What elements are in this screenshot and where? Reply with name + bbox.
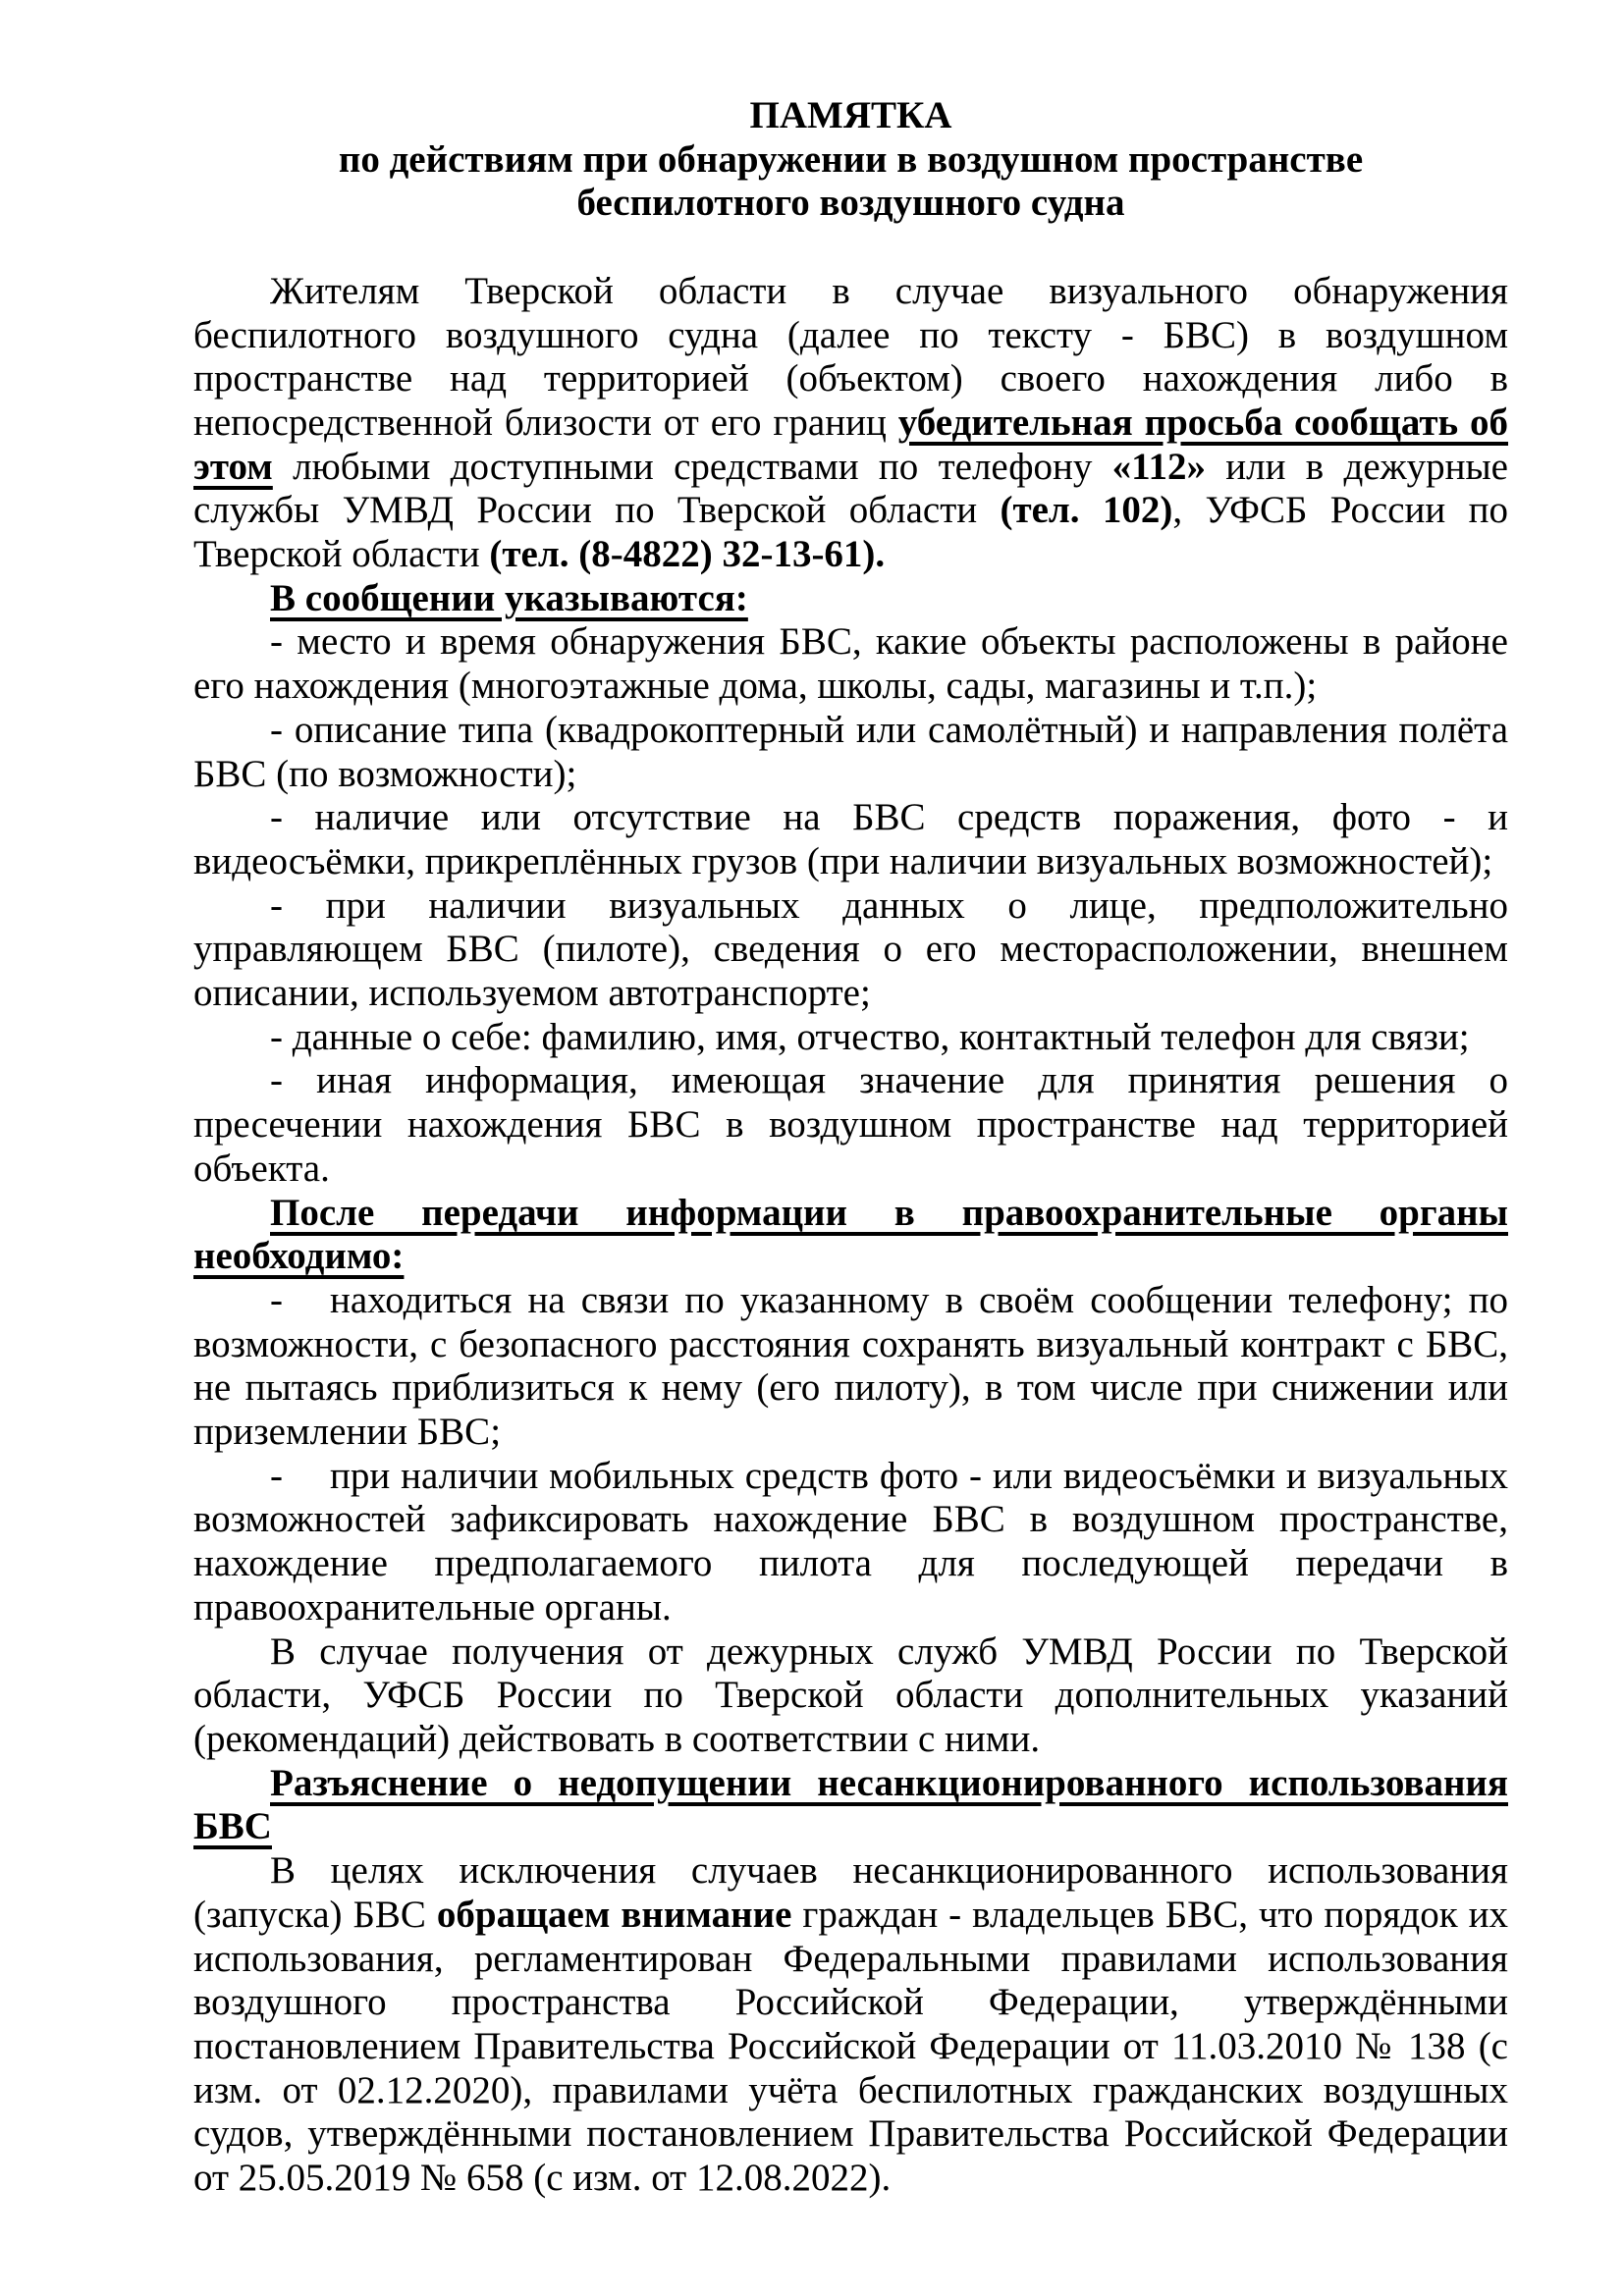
text-run: - описание типа (квадрокоптерный или самолётный) и направления полёта БВС (по возможности); bbox=[193, 708, 1508, 795]
after-report-item-record bbox=[193, 1455, 1508, 1630]
message-item-other-info bbox=[193, 1059, 1508, 1191]
heading-unauthorized-use bbox=[193, 1762, 1508, 1849]
text-run: (тел. (8-4822) 32-13-61). bbox=[489, 533, 886, 576]
text-run: обращаем внимание bbox=[436, 1893, 792, 1936]
message-item-pilot bbox=[193, 884, 1508, 1016]
text-run: находиться на связи по указанному в своём сообщении телефону; по возможности, с безопасного расстояния сохранять визуальный контракт с БВС, не пытаясь приблизиться к нему (его пилоту), в том числе при снижении или приземлении БВС; bbox=[193, 1278, 1508, 1454]
document-title bbox=[193, 94, 1508, 226]
title-line-1: ПАМЯТКА bbox=[749, 94, 952, 136]
message-item-self-data bbox=[193, 1016, 1508, 1060]
text-run: «112» bbox=[1111, 445, 1206, 488]
text-run: при наличии мобильных средств фото - или видеосъёмки и визуальных возможностей зафиксировать нахождение БВС в воздушном пространстве, нахождение предполагаемого пилота для последующей передачи в правоохранительные органы. bbox=[193, 1454, 1508, 1629]
text-run: После передачи информации в правоохранительные органы необходимо: bbox=[193, 1191, 1508, 1278]
text-run: Жителям Тверской области в случае визуального обнаружения беспилотного воздушного судна (далее по тексту - БВС) в воздушном пространстве над территорией (объектом) своего нахождения либо в непосредственной близости от его границ bbox=[193, 269, 1508, 444]
text-run: любыми доступными средствами по телефону bbox=[272, 445, 1112, 488]
document-body bbox=[193, 270, 1508, 2201]
after-report-item-stay-in-touch bbox=[193, 1279, 1508, 1455]
additional-guidance-paragraph bbox=[193, 1630, 1508, 1762]
heading-message-contents bbox=[193, 577, 1508, 621]
text-run: , УФСБ России по Тверской области bbox=[193, 489, 1508, 576]
text-run: - bbox=[270, 1278, 283, 1321]
intro-paragraph bbox=[193, 270, 1508, 577]
text-run: - при наличии визуальных данных о лице, предположительно управляющем БВС (пилоте), сведения о его месторасположении, внешнем описании, используемом автотранспорте; bbox=[193, 883, 1508, 1015]
text-run: убедительная просьба сообщать об этом bbox=[193, 400, 1509, 488]
text-run: граждан - владельцев БВС, что порядок их использования, регламентирован Федеральными правилами использования воздушного пространства Российской Федерации, утверждёнными постановлением Правительства Российской Федерации от 11.03.2010 № 138 (с изм. от 02.12.2020), правилами учёта беспилотных гражданских воздушных судов, утверждёнными постановлением Правительства Российской Федерации от 25.05.2019 № 658 (с изм. от 12.08.2022). bbox=[193, 1893, 1509, 2200]
text-run: (тел. 102) bbox=[1000, 489, 1173, 532]
text-run: - наличие или отсутствие на БВС средств поражения, фото - и видеосъёмки, прикреплённых грузов (при наличии визуальных возможностей); bbox=[193, 796, 1508, 882]
title-line-3: беспилотного воздушного судна bbox=[576, 182, 1125, 225]
text-run: В сообщении указываются: bbox=[270, 576, 748, 619]
text-run: или в дежурные службы УМВД России по Тверской области bbox=[193, 445, 1508, 532]
title-line-2: по действиям при обнаружении в воздушном пространстве bbox=[338, 137, 1364, 181]
text-run: - иная информация, имеющая значение для принятия решения о пресечении нахождения БВС в воздушном пространстве над территорией объекта. bbox=[193, 1059, 1508, 1190]
text-run: - bbox=[270, 1454, 283, 1497]
text-run: В целях исключения случаев несанкционированного использования (запуска) БВС bbox=[193, 1849, 1508, 1936]
text-run: - данные о себе: фамилию, имя, отчество, контактный телефон для связи; bbox=[270, 1015, 1470, 1058]
text-run: - место и время обнаружения БВС, какие объекты расположены в районе его нахождения (многоэтажные дома, школы, сады, магазины и т.п.); bbox=[193, 620, 1508, 708]
text-run: Разъяснение о недопущении несанкционированного использования БВС bbox=[193, 1761, 1508, 1848]
heading-after-report bbox=[193, 1192, 1508, 1279]
text-run: В случае получения от дежурных служб УМВД России по Тверской области, УФСБ России по Тверской области дополнительных указаний (рекомендаций) действовать в соответствии с ними. bbox=[193, 1629, 1508, 1760]
message-item-equipment bbox=[193, 796, 1508, 883]
unauthorized-use-paragraph bbox=[193, 1849, 1508, 2201]
message-item-location bbox=[193, 620, 1508, 708]
message-item-type bbox=[193, 709, 1508, 796]
